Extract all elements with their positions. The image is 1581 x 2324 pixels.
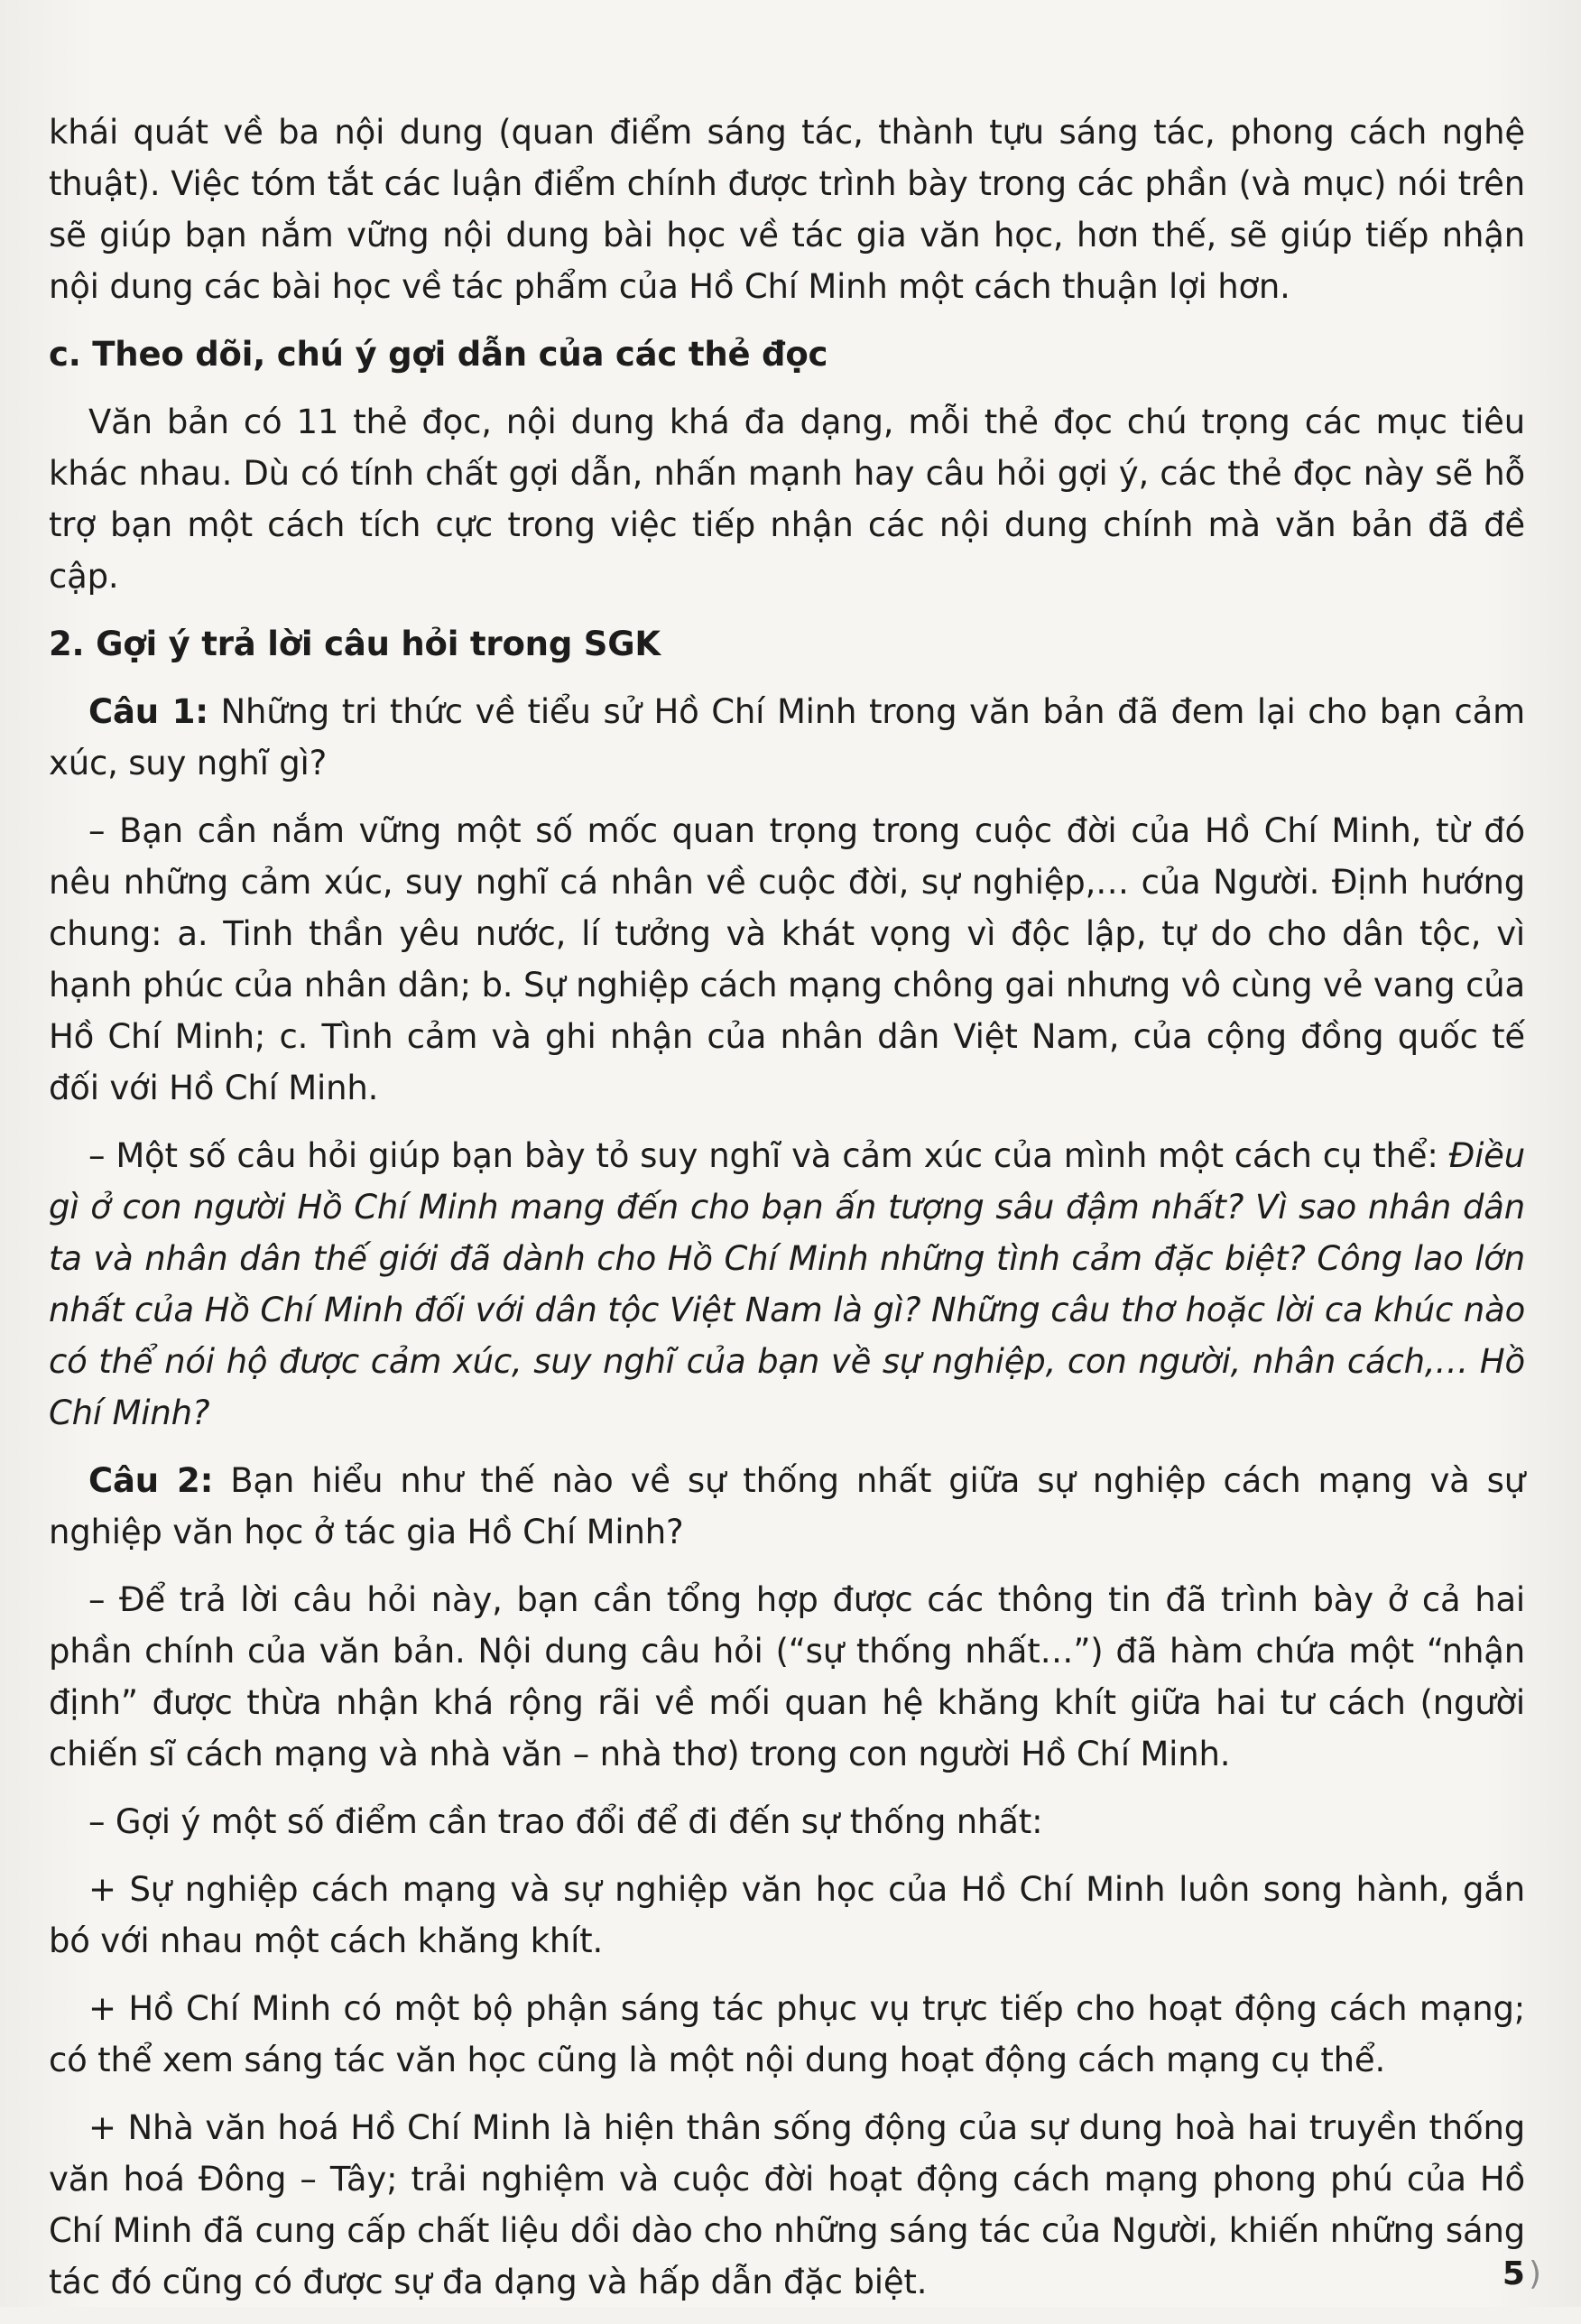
page-number-value: 5 xyxy=(1502,2255,1525,2292)
answer-1-point-1: – Bạn cần nắm vững một số mốc quan trọng trong cuộc đời của Hồ Chí Minh, từ đó nêu những cảm xúc, suy nghĩ cá nhân về cuộc đời, sự nghiệp,… của Người. Định hướng chung: a. Tinh thần yêu nước, lí tưởng và khát vọng vì độc lập, tự do cho dân tộc, vì hạnh phúc của nhân dân; b. Sự nghiệp cách mạng chông gai nhưng vô cùng vẻ vang của Hồ Chí Minh; c. Tình cảm và ghi nhận của nhân dân Việt Nam, của cộng đồng quốc tế đối với Hồ Chí Minh. xyxy=(49,811,1525,1107)
answer-1-point-2-questions: Điều gì ở con người Hồ Chí Minh mang đến cho bạn ấn tượng sâu đậm nhất? Vì sao nhân dân ta và nhân dân thế giới đã dành cho Hồ Chí Minh những tình cảm đặc biệt? Công lao lớn nhất của Hồ Chí Minh đối với dân tộc Việt Nam là gì? Những câu thơ hoặc lời ca khúc nào có thể nói hộ được cảm xúc, suy nghĩ của bạn về sự nghiệp, con người, nhân cách,… Hồ Chí Minh? xyxy=(49,1136,1525,1432)
answer-2-bullet-1: + Sự nghiệp cách mạng và sự nghiệp văn học của Hồ Chí Minh luôn song hành, gắn bó với nhau một cách khăng khít. xyxy=(49,1870,1525,1960)
page-number xyxy=(1502,2256,1541,2292)
continued-paragraph: khái quát về ba nội dung (quan điểm sáng tác, thành tựu sáng tác, phong cách nghệ thuật). Việc tóm tắt các luận điểm chính được trình bày trong các phần (và mục) nói trên sẽ giúp bạn nắm vững nội dung bài học về tác gia văn học, hơn thế, sẽ giúp tiếp nhận nội dung các bài học về tác phẩm của Hồ Chí Minh một cách thuận lợi hơn. xyxy=(49,113,1525,306)
page-number-bracket-icon: ) xyxy=(1528,2255,1541,2292)
question-1 xyxy=(49,686,1525,789)
answer-2-bullet-2: + Hồ Chí Minh có một bộ phận sáng tác phục vụ trực tiếp cho hoạt động cách mạng; có thể xem sáng tác văn học cũng là một nội dung hoạt động cách mạng cụ thể. xyxy=(49,1989,1525,2079)
answer-2-point-2: – Gợi ý một số điểm cần trao đổi để đi đến sự thống nhất: xyxy=(88,1802,1043,1841)
section-heading-c: c. Theo dõi, chú ý gợi dẫn của các thẻ đọc xyxy=(49,335,828,374)
answer-2-point-1: – Để trả lời câu hỏi này, bạn cần tổng hợp được các thông tin đã trình bày ở cả hai phần chính của văn bản. Nội dung câu hỏi (“sự thống nhất…”) đã hàm chứa một “nhận định” được thừa nhận khá rộng rãi về mối quan hệ khăng khít giữa hai tư cách (người chiến sĩ cách mạng và nhà văn – nhà thơ) trong con người Hồ Chí Minh. xyxy=(49,1580,1525,1773)
question-2 xyxy=(49,1455,1525,1558)
section-heading-2: 2. Gợi ý trả lời câu hỏi trong SGK xyxy=(49,625,661,663)
answer-1-point-2-intro: – Một số câu hỏi giúp bạn bày tỏ suy nghĩ và cảm xúc của mình một cách cụ thể: xyxy=(88,1136,1449,1175)
reading-cards-paragraph: Văn bản có 11 thẻ đọc, nội dung khá đa dạng, mỗi thẻ đọc chú trọng các mục tiêu khác nhau. Dù có tính chất gợi dẫn, nhấn mạnh hay câu hỏi gợi ý, các thẻ đọc này sẽ hỗ trợ bạn một cách tích cực trong việc tiếp nhận các nội dung chính mà văn bản đã đề cập. xyxy=(49,403,1525,596)
question-1-text: Những tri thức về tiểu sử Hồ Chí Minh trong văn bản đã đem lại cho bạn cảm xúc, suy nghĩ gì? xyxy=(49,692,1525,782)
page-content xyxy=(49,106,1525,2324)
question-2-text: Bạn hiểu như thế nào về sự thống nhất giữa sự nghiệp cách mạng và sự nghiệp văn học ở tác gia Hồ Chí Minh? xyxy=(49,1461,1525,1551)
question-2-label: Câu 2: xyxy=(88,1461,214,1500)
answer-2-bullet-3: + Nhà văn hoá Hồ Chí Minh là hiện thân sống động của sự dung hoà hai truyền thống văn hoá Đông – Tây; trải nghiệm và cuộc đời hoạt động cách mạng phong phú của Hồ Chí Minh đã cung cấp chất liệu dồi dào cho những sáng tác của Người, khiến những sáng tác đó cũng có được sự đa dạng và hấp dẫn đặc biệt. xyxy=(49,2108,1525,2301)
question-1-label: Câu 1: xyxy=(88,692,208,731)
answer-1-point-2 xyxy=(49,1130,1525,1439)
